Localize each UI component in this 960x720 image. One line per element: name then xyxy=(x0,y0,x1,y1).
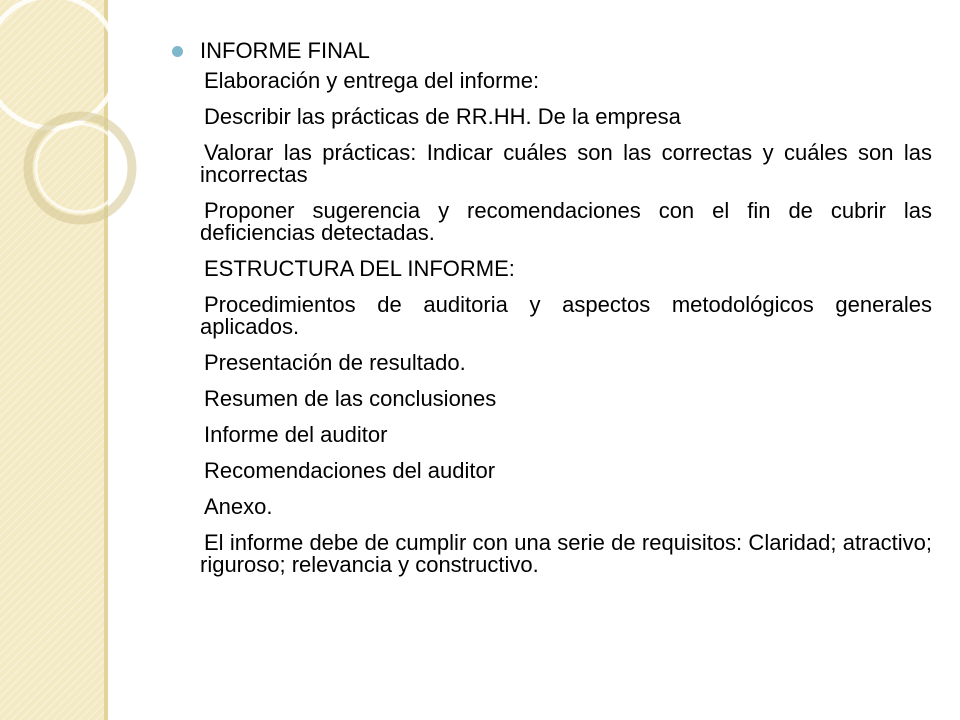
title-row xyxy=(172,34,932,70)
paragraph: Informe del auditor xyxy=(204,422,388,447)
slide-title: INFORME FINAL xyxy=(200,38,370,63)
paragraph: Elaboración y entrega del informe: xyxy=(204,68,540,93)
bullet-icon xyxy=(172,46,183,57)
ring-outer-top xyxy=(0,0,118,128)
ring-lower xyxy=(28,116,132,220)
section-heading: ESTRUCTURA DEL INFORME: xyxy=(204,256,515,281)
paragraph: Recomendaciones del auditor xyxy=(204,458,496,483)
paragraph: Presentación de resultado. xyxy=(204,350,466,375)
decorative-rings xyxy=(0,0,160,260)
paragraph: El informe debe de cumplir con una serie de requisitos: Claridad; atractivo; riguroso; relevancia y constructivo. xyxy=(200,530,932,577)
paragraph: Valorar las prácticas: Indicar cuáles son las correctas y cuáles son las incorrectas xyxy=(200,140,932,187)
paragraph: Describir las prácticas de RR.HH. De la empresa xyxy=(204,104,681,129)
paragraph: Proponer sugerencia y recomendaciones con el fin de cubrir las deficiencias detectadas. xyxy=(200,198,932,245)
ring-lower-inner xyxy=(36,124,124,212)
slide-content xyxy=(172,34,932,590)
paragraph: Procedimientos de auditoria y aspectos metodológicos generales aplicados. xyxy=(200,292,932,339)
paragraph: Anexo. xyxy=(204,494,273,519)
paragraph: Resumen de las conclusiones xyxy=(204,386,497,411)
